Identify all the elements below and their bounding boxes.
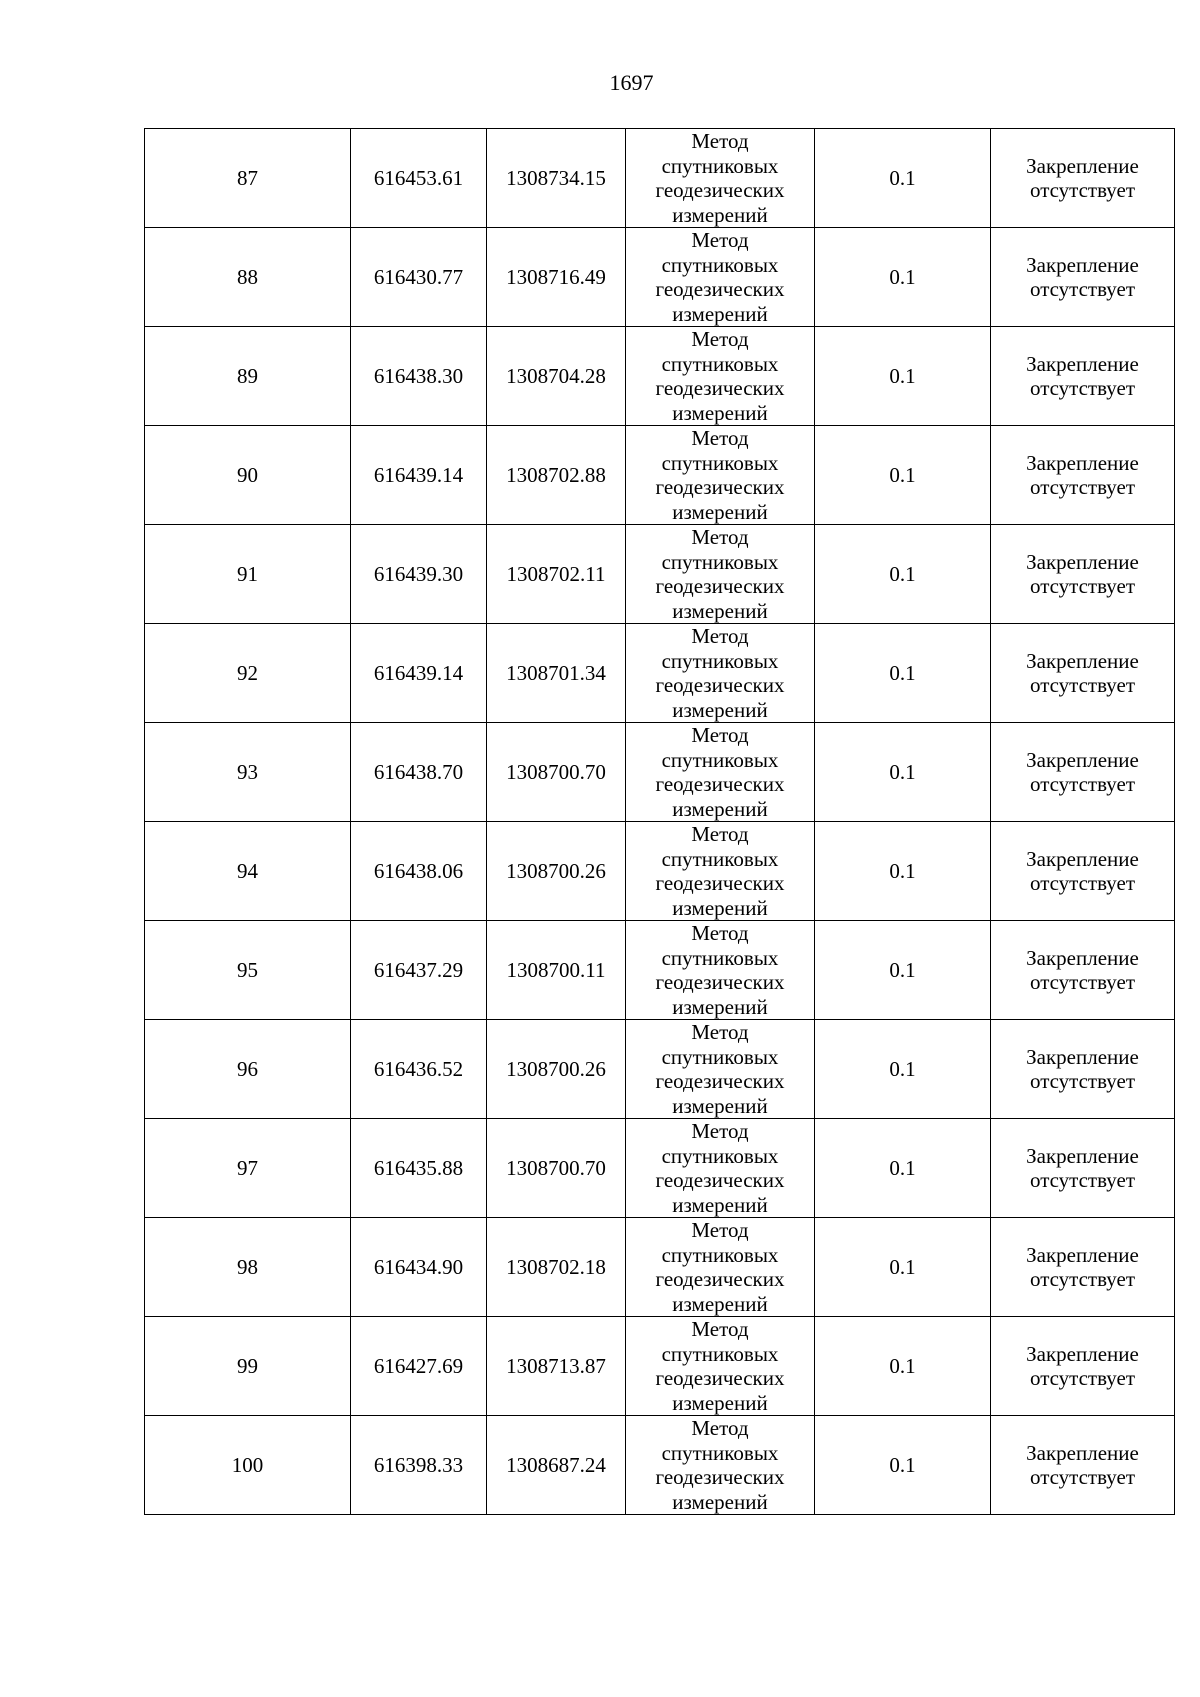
x-coordinate-cell: 616437.29	[351, 921, 487, 1020]
x-coordinate-cell: 616438.70	[351, 723, 487, 822]
x-coordinate-cell: 616439.14	[351, 624, 487, 723]
fixing-description-cell	[991, 426, 1175, 525]
accuracy-cell: 0.1	[815, 426, 991, 525]
method-text-line: Метод	[691, 426, 749, 450]
method-text-line: спутниковых	[661, 846, 779, 871]
coordinates-table-body	[145, 129, 1175, 1515]
accuracy-cell: 0.1	[815, 1218, 991, 1317]
method-text-line: Метод	[691, 822, 749, 846]
method-text-line: геодезических	[655, 475, 785, 499]
y-coordinate-cell: 1308734.15	[487, 129, 626, 228]
x-coordinate-cell: 616398.33	[351, 1416, 487, 1515]
page-number: 1697	[609, 70, 654, 95]
fixing-description-cell	[991, 1218, 1175, 1317]
fixing-description-cell	[991, 1317, 1175, 1416]
fixing-description-cell	[991, 1020, 1175, 1119]
point-number-cell: 98	[145, 1218, 351, 1317]
fixing-text-line: отсутствует	[1029, 970, 1136, 994]
y-coordinate-cell: 1308700.26	[487, 1020, 626, 1119]
method-cell	[626, 327, 815, 426]
fixing-text-line: отсутствует	[1029, 871, 1136, 895]
y-coordinate-cell: 1308687.24	[487, 1416, 626, 1515]
fixing-text-line: Закрепление	[1026, 154, 1139, 178]
fixing-description-cell	[991, 624, 1175, 723]
fixing-text-line: отсутствует	[1029, 1267, 1136, 1291]
fixing-text-line: отсутствует	[1029, 277, 1136, 301]
point-number-cell: 87	[145, 129, 351, 228]
point-number-cell: 94	[145, 822, 351, 921]
y-coordinate-cell: 1308700.70	[487, 1119, 626, 1218]
method-text-line: геодезических	[655, 1168, 785, 1192]
method-text-line: измерений	[672, 994, 768, 1019]
table-row	[145, 822, 1175, 921]
fixing-description-cell	[991, 921, 1175, 1020]
method-text-line: спутниковых	[661, 450, 779, 475]
method-text-line: Метод	[691, 921, 749, 945]
accuracy-cell: 0.1	[815, 822, 991, 921]
y-coordinate-cell: 1308702.18	[487, 1218, 626, 1317]
accuracy-cell: 0.1	[815, 624, 991, 723]
x-coordinate-cell: 616427.69	[351, 1317, 487, 1416]
point-number-cell: 91	[145, 525, 351, 624]
method-text-line: Метод	[691, 1119, 749, 1143]
y-coordinate-cell: 1308700.70	[487, 723, 626, 822]
method-text-line: измерений	[672, 1192, 768, 1217]
point-number-cell: 96	[145, 1020, 351, 1119]
x-coordinate-cell: 616438.06	[351, 822, 487, 921]
method-text-line: измерений	[672, 1390, 768, 1415]
method-text-line: геодезических	[655, 1069, 785, 1093]
method-cell	[626, 822, 815, 921]
x-coordinate-cell: 616438.30	[351, 327, 487, 426]
method-text-line: геодезических	[655, 178, 785, 202]
accuracy-cell: 0.1	[815, 921, 991, 1020]
method-cell	[626, 1218, 815, 1317]
y-coordinate-cell: 1308700.26	[487, 822, 626, 921]
table-row	[145, 1218, 1175, 1317]
fixing-description-cell	[991, 822, 1175, 921]
fixing-text-line: Закрепление	[1026, 649, 1139, 673]
method-text-line: геодезических	[655, 277, 785, 301]
method-cell	[626, 426, 815, 525]
method-text-line: геодезических	[655, 1366, 785, 1390]
method-cell	[626, 1119, 815, 1218]
table-row	[145, 327, 1175, 426]
y-coordinate-cell: 1308713.87	[487, 1317, 626, 1416]
y-coordinate-cell: 1308700.11	[487, 921, 626, 1020]
method-text-line: измерений	[672, 598, 768, 623]
method-text-line: Метод	[691, 1020, 749, 1044]
accuracy-cell: 0.1	[815, 525, 991, 624]
accuracy-cell: 0.1	[815, 228, 991, 327]
method-text-line: геодезических	[655, 673, 785, 697]
fixing-text-line: Закрепление	[1026, 253, 1139, 277]
method-text-line: измерений	[672, 1093, 768, 1118]
table-row	[145, 228, 1175, 327]
point-number-cell: 100	[145, 1416, 351, 1515]
method-text-line: измерений	[672, 1489, 768, 1514]
method-text-line: геодезических	[655, 970, 785, 994]
table-row	[145, 1416, 1175, 1515]
accuracy-cell: 0.1	[815, 129, 991, 228]
method-text-line: Метод	[691, 327, 749, 351]
method-text-line: Метод	[691, 1317, 749, 1341]
method-text-line: измерений	[672, 301, 768, 326]
method-cell	[626, 1416, 815, 1515]
method-text-line: измерений	[672, 499, 768, 524]
fixing-text-line: Закрепление	[1026, 1441, 1139, 1465]
fixing-text-line: Закрепление	[1026, 946, 1139, 970]
fixing-text-line: Закрепление	[1026, 1342, 1139, 1366]
table-row	[145, 921, 1175, 1020]
method-text-line: геодезических	[655, 1267, 785, 1291]
method-text-line: спутниковых	[661, 1440, 779, 1465]
accuracy-cell: 0.1	[815, 1317, 991, 1416]
method-text-line: геодезических	[655, 376, 785, 400]
x-coordinate-cell: 616436.52	[351, 1020, 487, 1119]
method-text-line: Метод	[691, 1218, 749, 1242]
method-text-line: измерений	[672, 796, 768, 821]
method-text-line: спутниковых	[661, 648, 779, 673]
method-text-line: измерений	[672, 202, 768, 227]
table-row	[145, 525, 1175, 624]
fixing-text-line: отсутствует	[1029, 574, 1136, 598]
fixing-text-line: Закрепление	[1026, 748, 1139, 772]
method-cell	[626, 1317, 815, 1416]
x-coordinate-cell: 616430.77	[351, 228, 487, 327]
point-number-cell: 93	[145, 723, 351, 822]
method-text-line: спутниковых	[661, 1242, 779, 1267]
accuracy-cell: 0.1	[815, 327, 991, 426]
fixing-text-line: отсутствует	[1029, 178, 1136, 202]
method-cell	[626, 228, 815, 327]
fixing-description-cell	[991, 723, 1175, 822]
fixing-text-line: отсутствует	[1029, 1366, 1136, 1390]
point-number-cell: 88	[145, 228, 351, 327]
y-coordinate-cell: 1308702.11	[487, 525, 626, 624]
method-text-line: геодезических	[655, 871, 785, 895]
method-text-line: спутниковых	[661, 747, 779, 772]
point-number-cell: 97	[145, 1119, 351, 1218]
fixing-text-line: Закрепление	[1026, 1144, 1139, 1168]
method-cell	[626, 1020, 815, 1119]
accuracy-cell: 0.1	[815, 1416, 991, 1515]
fixing-text-line: отсутствует	[1029, 376, 1136, 400]
fixing-text-line: отсутствует	[1029, 673, 1136, 697]
method-cell	[626, 723, 815, 822]
fixing-text-line: Закрепление	[1026, 1045, 1139, 1069]
fixing-description-cell	[991, 228, 1175, 327]
method-text-line: Метод	[691, 228, 749, 252]
method-text-line: спутниковых	[661, 1143, 779, 1168]
y-coordinate-cell: 1308704.28	[487, 327, 626, 426]
fixing-description-cell	[991, 1416, 1175, 1515]
method-text-line: спутниковых	[661, 1044, 779, 1069]
fixing-text-line: Закрепление	[1026, 451, 1139, 475]
table-row	[145, 426, 1175, 525]
table-row	[145, 624, 1175, 723]
point-number-cell: 95	[145, 921, 351, 1020]
y-coordinate-cell: 1308701.34	[487, 624, 626, 723]
fixing-text-line: отсутствует	[1029, 1069, 1136, 1093]
fixing-text-line: Закрепление	[1026, 352, 1139, 376]
fixing-text-line: отсутствует	[1029, 1168, 1136, 1192]
x-coordinate-cell: 616453.61	[351, 129, 487, 228]
method-text-line: измерений	[672, 895, 768, 920]
method-cell	[626, 921, 815, 1020]
coordinates-table	[144, 128, 1175, 1515]
point-number-cell: 90	[145, 426, 351, 525]
method-text-line: спутниковых	[661, 153, 779, 178]
x-coordinate-cell: 616435.88	[351, 1119, 487, 1218]
x-coordinate-cell: 616439.14	[351, 426, 487, 525]
x-coordinate-cell: 616439.30	[351, 525, 487, 624]
method-text-line: спутниковых	[661, 549, 779, 574]
fixing-text-line: Закрепление	[1026, 1243, 1139, 1267]
method-text-line: спутниковых	[661, 945, 779, 970]
table-row	[145, 129, 1175, 228]
method-text-line: Метод	[691, 624, 749, 648]
point-number-cell: 89	[145, 327, 351, 426]
y-coordinate-cell: 1308702.88	[487, 426, 626, 525]
accuracy-cell: 0.1	[815, 1119, 991, 1218]
method-cell	[626, 525, 815, 624]
fixing-description-cell	[991, 129, 1175, 228]
fixing-text-line: Закрепление	[1026, 847, 1139, 871]
method-text-line: Метод	[691, 723, 749, 747]
method-text-line: Метод	[691, 1416, 749, 1440]
x-coordinate-cell: 616434.90	[351, 1218, 487, 1317]
fixing-text-line: отсутствует	[1029, 1465, 1136, 1489]
method-text-line: спутниковых	[661, 252, 779, 277]
accuracy-cell: 0.1	[815, 1020, 991, 1119]
fixing-description-cell	[991, 327, 1175, 426]
point-number-cell: 92	[145, 624, 351, 723]
fixing-description-cell	[991, 1119, 1175, 1218]
fixing-text-line: отсутствует	[1029, 475, 1136, 499]
table-row	[145, 1119, 1175, 1218]
method-text-line: геодезических	[655, 772, 785, 796]
table-row	[145, 723, 1175, 822]
fixing-description-cell	[991, 525, 1175, 624]
method-cell	[626, 129, 815, 228]
method-text-line: измерений	[672, 697, 768, 722]
y-coordinate-cell: 1308716.49	[487, 228, 626, 327]
table-row	[145, 1317, 1175, 1416]
method-text-line: Метод	[691, 129, 749, 153]
method-text-line: геодезических	[655, 574, 785, 598]
point-number-cell: 99	[145, 1317, 351, 1416]
method-text-line: измерений	[672, 1291, 768, 1316]
method-cell	[626, 624, 815, 723]
accuracy-cell: 0.1	[815, 723, 991, 822]
method-text-line: измерений	[672, 400, 768, 425]
method-text-line: геодезических	[655, 1465, 785, 1489]
table-row	[145, 1020, 1175, 1119]
method-text-line: Метод	[691, 525, 749, 549]
fixing-text-line: Закрепление	[1026, 550, 1139, 574]
fixing-text-line: отсутствует	[1029, 772, 1136, 796]
method-text-line: спутниковых	[661, 1341, 779, 1366]
method-text-line: спутниковых	[661, 351, 779, 376]
